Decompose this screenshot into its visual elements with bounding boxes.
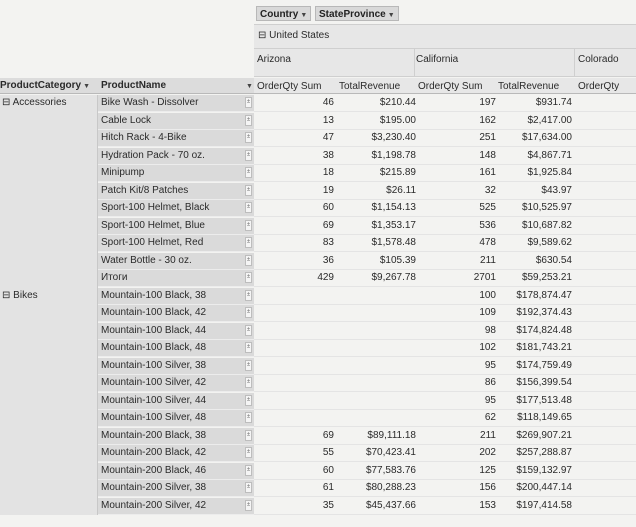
cell-california-revenue[interactable]: $17,634.00 bbox=[521, 132, 572, 143]
cell-arizona-qty[interactable]: 83 bbox=[322, 237, 334, 248]
cell-arizona-revenue[interactable]: $1,578.48 bbox=[371, 237, 416, 248]
cell-arizona-revenue[interactable]: $215.89 bbox=[379, 167, 416, 178]
cell-california-qty[interactable]: 95 bbox=[484, 359, 496, 371]
cell-arizona-qty[interactable]: 69 bbox=[322, 429, 334, 441]
product-name: Sport-100 Helmet, Black bbox=[101, 202, 210, 213]
cell-california-revenue[interactable]: $174,824.48 bbox=[516, 324, 572, 336]
table-row bbox=[254, 253, 636, 270]
product-row-header[interactable] bbox=[98, 288, 254, 305]
product-row-header[interactable] bbox=[98, 305, 254, 322]
cell-california-revenue[interactable]: $197,414.58 bbox=[516, 499, 572, 511]
product-name: Итоги bbox=[101, 272, 128, 283]
table-row bbox=[254, 183, 636, 200]
product-row-header[interactable] bbox=[98, 183, 254, 200]
cell-arizona-revenue[interactable]: $1,353.17 bbox=[371, 219, 416, 231]
cell-arizona-qty[interactable]: 19 bbox=[322, 184, 334, 196]
table-row bbox=[254, 200, 636, 217]
expand-icon[interactable]: ± bbox=[245, 342, 252, 353]
state-arizona: Arizona bbox=[257, 54, 291, 65]
column-field-area bbox=[254, 0, 636, 25]
row-field-header bbox=[0, 78, 254, 94]
product-row-header[interactable] bbox=[98, 410, 254, 427]
product-name: Hitch Rack - 4-Bike bbox=[101, 132, 187, 143]
cell-california-revenue[interactable]: $1,925.84 bbox=[527, 167, 572, 178]
cell-california-qty[interactable]: 153 bbox=[479, 499, 496, 511]
cell-california-revenue[interactable]: $269,907.21 bbox=[516, 429, 572, 441]
cell-california-qty[interactable]: 161 bbox=[479, 167, 496, 178]
product-name: Hydration Pack - 70 oz. bbox=[101, 149, 205, 161]
product-row-header[interactable] bbox=[98, 463, 254, 480]
state-california: California bbox=[416, 54, 459, 65]
cell-arizona-qty[interactable]: 69 bbox=[322, 219, 334, 231]
cell-california-qty[interactable]: 211 bbox=[480, 254, 496, 266]
cell-arizona-qty[interactable]: 47 bbox=[322, 132, 334, 143]
product-name: Mountain-200 Silver, 38 bbox=[101, 482, 207, 493]
product-name: Mountain-100 Black, 48 bbox=[101, 342, 207, 353]
cell-california-qty[interactable]: 95 bbox=[484, 394, 496, 406]
cell-arizona-qty[interactable]: 38 bbox=[322, 149, 334, 161]
cell-arizona-revenue[interactable]: $210.44 bbox=[379, 97, 416, 108]
cell-california-qty[interactable]: 102 bbox=[479, 342, 496, 353]
table-row bbox=[254, 130, 636, 147]
product-row-header[interactable] bbox=[98, 340, 254, 357]
cell-california-qty[interactable]: 2701 bbox=[473, 272, 496, 283]
measure-revenue-az: TotalRevenue bbox=[339, 81, 401, 92]
cell-california-qty[interactable]: 125 bbox=[479, 464, 496, 476]
cell-california-qty[interactable]: 251 bbox=[479, 132, 496, 143]
expand-icon[interactable]: ± bbox=[245, 325, 252, 336]
table-row bbox=[254, 498, 636, 515]
table-row bbox=[254, 148, 636, 165]
expand-icon[interactable]: ± bbox=[245, 430, 252, 441]
product-name: Mountain-200 Black, 38 bbox=[101, 429, 207, 441]
table-row bbox=[254, 95, 636, 112]
cell-arizona-revenue[interactable]: $89,111.18 bbox=[367, 429, 416, 441]
table-row bbox=[254, 270, 636, 287]
cell-california-qty[interactable]: 109 bbox=[479, 307, 496, 318]
product-name: Cable Lock bbox=[101, 114, 152, 126]
measure-orderqty-ca: OrderQty Sum bbox=[418, 81, 483, 92]
product-row-header[interactable] bbox=[98, 498, 254, 515]
cell-california-revenue[interactable]: $931.74 bbox=[535, 97, 572, 108]
cell-california-revenue[interactable]: $630.54 bbox=[535, 254, 572, 266]
cell-california-revenue[interactable]: $43.97 bbox=[541, 184, 572, 196]
cell-california-qty[interactable]: 98 bbox=[484, 324, 496, 336]
cell-california-revenue[interactable]: $118,149.65 bbox=[517, 412, 572, 423]
cell-arizona-revenue[interactable]: $105.39 bbox=[379, 254, 416, 266]
product-name: Water Bottle - 30 oz. bbox=[101, 254, 192, 266]
product-row-header[interactable] bbox=[98, 358, 254, 375]
table-row bbox=[254, 113, 636, 130]
product-row-header[interactable] bbox=[98, 113, 254, 130]
measure-revenue-ca: TotalRevenue bbox=[498, 81, 560, 92]
table-row bbox=[254, 288, 636, 305]
cell-california-qty[interactable]: 32 bbox=[484, 184, 496, 196]
cell-california-qty[interactable]: 100 bbox=[479, 289, 496, 301]
table-row bbox=[254, 445, 636, 462]
measure-orderqty-co: OrderQty bbox=[578, 81, 620, 92]
product-name: Sport-100 Helmet, Red bbox=[101, 237, 204, 248]
product-row-header[interactable] bbox=[98, 480, 254, 497]
expand-icon[interactable]: ± bbox=[245, 500, 252, 511]
table-row bbox=[254, 393, 636, 410]
cell-california-revenue[interactable]: $9,589.62 bbox=[527, 237, 572, 248]
product-name: Mountain-100 Black, 42 bbox=[101, 307, 207, 318]
cell-california-qty[interactable]: 162 bbox=[479, 114, 496, 126]
cell-arizona-revenue[interactable]: $3,230.40 bbox=[371, 132, 416, 143]
cell-arizona-qty[interactable]: 60 bbox=[322, 202, 334, 213]
productcategory-field-button[interactable]: ProductCategory ▼ bbox=[0, 80, 91, 91]
collapse-icon[interactable]: ⊟ bbox=[2, 289, 14, 301]
product-row-header[interactable] bbox=[98, 218, 254, 235]
cell-arizona-revenue[interactable]: $1,198.78 bbox=[371, 149, 416, 161]
expand-icon[interactable]: ± bbox=[245, 465, 252, 476]
expand-icon[interactable]: ± bbox=[245, 115, 252, 126]
cell-california-qty[interactable]: 478 bbox=[479, 237, 496, 248]
stateprovince-field-button[interactable]: StateProvince ▼ bbox=[315, 6, 399, 21]
divider bbox=[414, 49, 415, 77]
category-label: ⊟ Accessories bbox=[2, 97, 67, 108]
cell-arizona-qty[interactable]: 61 bbox=[322, 482, 334, 493]
measure-orderqty-az: OrderQty Sum bbox=[257, 81, 322, 92]
cell-california-revenue[interactable]: $178,874.47 bbox=[516, 289, 572, 301]
category-label: ⊟ Bikes bbox=[2, 289, 38, 301]
cell-arizona-revenue[interactable]: $80,288.23 bbox=[365, 482, 416, 493]
product-name: Mountain-200 Silver, 42 bbox=[101, 499, 207, 511]
cell-california-qty[interactable]: 211 bbox=[480, 429, 496, 441]
product-row-header[interactable] bbox=[98, 253, 254, 270]
cell-arizona-revenue[interactable]: $77,583.76 bbox=[365, 464, 416, 476]
product-name: Mountain-100 Silver, 44 bbox=[101, 394, 207, 406]
expand-icon[interactable]: ± bbox=[245, 255, 252, 266]
expand-icon[interactable]: ± bbox=[245, 412, 252, 423]
product-name: Mountain-200 Black, 42 bbox=[101, 447, 207, 458]
collapse-icon[interactable]: ⊟ bbox=[258, 30, 267, 41]
cell-california-revenue[interactable]: $4,867.71 bbox=[527, 149, 572, 161]
expand-icon[interactable]: ± bbox=[245, 167, 252, 178]
country-header bbox=[254, 25, 636, 49]
cell-california-revenue[interactable]: $10,687.82 bbox=[521, 219, 572, 231]
product-row-header[interactable] bbox=[98, 375, 254, 392]
product-row-header[interactable] bbox=[98, 445, 254, 462]
expand-icon[interactable]: ± bbox=[245, 132, 252, 143]
cell-arizona-qty[interactable]: 18 bbox=[322, 167, 334, 178]
expand-icon[interactable]: ± bbox=[245, 290, 252, 301]
cell-arizona-revenue[interactable]: $45,437.66 bbox=[365, 499, 416, 511]
product-name: Mountain-100 Black, 38 bbox=[101, 289, 207, 301]
cell-arizona-revenue[interactable]: $26.11 bbox=[386, 184, 416, 196]
cell-california-revenue[interactable]: $159,132.97 bbox=[516, 464, 572, 476]
cell-arizona-revenue[interactable]: $195.00 bbox=[379, 114, 416, 126]
cell-arizona-qty[interactable]: 55 bbox=[322, 447, 334, 458]
cell-california-qty[interactable]: 525 bbox=[479, 202, 496, 213]
product-row-header[interactable] bbox=[98, 428, 254, 445]
expand-icon[interactable]: ± bbox=[245, 220, 252, 231]
product-row-header[interactable] bbox=[98, 165, 254, 182]
product-row-header[interactable] bbox=[98, 130, 254, 147]
product-name: Minipump bbox=[101, 167, 145, 178]
productname-field-button[interactable]: ProductName bbox=[101, 80, 167, 91]
cell-california-revenue[interactable]: $156,399.54 bbox=[516, 377, 572, 388]
collapse-icon[interactable]: ⊟ bbox=[2, 97, 13, 108]
product-row-header[interactable] bbox=[98, 200, 254, 217]
cell-california-qty[interactable]: 62 bbox=[484, 412, 496, 423]
expand-icon[interactable]: ± bbox=[245, 377, 252, 388]
expand-icon[interactable]: ± bbox=[245, 202, 252, 213]
product-name: Mountain-100 Silver, 48 bbox=[101, 412, 207, 423]
table-row bbox=[254, 218, 636, 235]
product-row-header[interactable] bbox=[98, 95, 254, 112]
measure-header-row bbox=[254, 78, 636, 94]
cell-arizona-qty[interactable]: 60 bbox=[322, 464, 334, 476]
expand-icon[interactable]: ± bbox=[245, 307, 252, 318]
expand-icon[interactable]: ± bbox=[245, 447, 252, 458]
cell-california-revenue[interactable]: $2,417.00 bbox=[527, 114, 572, 126]
product-name: Mountain-100 Silver, 38 bbox=[101, 359, 207, 371]
chevron-down-icon: ▼ bbox=[387, 12, 395, 19]
cell-california-revenue[interactable]: $174,759.49 bbox=[516, 359, 572, 371]
table-row bbox=[254, 305, 636, 322]
table-row bbox=[254, 480, 636, 497]
table-row bbox=[254, 165, 636, 182]
expand-icon[interactable]: ± bbox=[245, 97, 252, 108]
expand-icon[interactable]: ± bbox=[245, 482, 252, 493]
expand-icon[interactable]: ± bbox=[245, 395, 252, 406]
state-colorado: Colorado bbox=[578, 54, 619, 65]
cell-california-revenue[interactable]: $59,253.21 bbox=[521, 272, 572, 283]
expand-icon[interactable]: ± bbox=[245, 360, 252, 371]
category-cell[interactable] bbox=[0, 95, 98, 288]
table-row bbox=[254, 235, 636, 252]
cell-california-qty[interactable]: 202 bbox=[479, 447, 496, 458]
category-cell[interactable] bbox=[0, 288, 98, 516]
table-row bbox=[254, 463, 636, 480]
cell-california-revenue[interactable]: $192,374.43 bbox=[516, 307, 572, 318]
chevron-down-icon: ▼ bbox=[300, 12, 308, 19]
cell-california-revenue[interactable]: $200,447.14 bbox=[516, 482, 572, 493]
product-name: Sport-100 Helmet, Blue bbox=[101, 219, 205, 231]
cell-arizona-qty[interactable]: 46 bbox=[322, 97, 334, 108]
table-row bbox=[254, 375, 636, 392]
product-row-header[interactable] bbox=[98, 270, 254, 287]
product-row-header[interactable] bbox=[98, 148, 254, 165]
product-row-header[interactable] bbox=[98, 323, 254, 340]
expand-icon[interactable]: ± bbox=[245, 237, 252, 248]
cell-california-revenue[interactable]: $10,525.97 bbox=[521, 202, 572, 213]
cell-arizona-qty[interactable]: 36 bbox=[322, 254, 334, 266]
cell-california-qty[interactable]: 536 bbox=[479, 219, 496, 231]
cell-arizona-qty[interactable]: 429 bbox=[317, 272, 334, 283]
table-row bbox=[254, 358, 636, 375]
country-field-button[interactable]: Country ▼ bbox=[256, 6, 311, 21]
cell-california-qty[interactable]: 197 bbox=[479, 97, 496, 108]
product-name: Mountain-200 Black, 46 bbox=[101, 464, 207, 476]
chevron-down-icon[interactable]: ▼ bbox=[246, 83, 253, 90]
cell-california-qty[interactable]: 86 bbox=[484, 377, 496, 388]
expand-icon[interactable]: ± bbox=[245, 272, 252, 283]
country-label: United States bbox=[269, 30, 330, 41]
expand-icon[interactable]: ± bbox=[245, 150, 252, 161]
cell-california-revenue[interactable]: $257,288.87 bbox=[516, 447, 572, 458]
cell-california-qty[interactable]: 156 bbox=[479, 482, 496, 493]
product-row-header[interactable] bbox=[98, 235, 254, 252]
product-row-header[interactable] bbox=[98, 393, 254, 410]
cell-arizona-qty[interactable]: 13 bbox=[322, 114, 334, 126]
divider bbox=[574, 49, 575, 77]
expand-icon[interactable]: ± bbox=[245, 185, 252, 196]
state-header-row bbox=[254, 49, 636, 77]
cell-arizona-revenue[interactable]: $1,154.13 bbox=[371, 202, 416, 213]
cell-california-qty[interactable]: 148 bbox=[479, 149, 496, 161]
product-name: Bike Wash - Dissolver bbox=[101, 97, 199, 108]
table-row bbox=[254, 323, 636, 340]
cell-arizona-qty[interactable]: 35 bbox=[322, 499, 334, 511]
chevron-down-icon: ▼ bbox=[83, 83, 91, 90]
pivot-corner bbox=[0, 0, 254, 78]
cell-california-revenue[interactable]: $177,513.48 bbox=[516, 394, 572, 406]
product-name: Mountain-100 Black, 44 bbox=[101, 324, 207, 336]
table-row bbox=[254, 410, 636, 427]
cell-arizona-revenue[interactable]: $9,267.78 bbox=[371, 272, 416, 283]
table-row bbox=[254, 340, 636, 357]
cell-arizona-revenue[interactable]: $70,423.41 bbox=[365, 447, 416, 458]
table-row bbox=[254, 428, 636, 445]
cell-california-revenue[interactable]: $181,743.21 bbox=[516, 342, 572, 353]
product-name: Mountain-100 Silver, 42 bbox=[101, 377, 207, 388]
product-name: Patch Kit/8 Patches bbox=[101, 184, 189, 196]
